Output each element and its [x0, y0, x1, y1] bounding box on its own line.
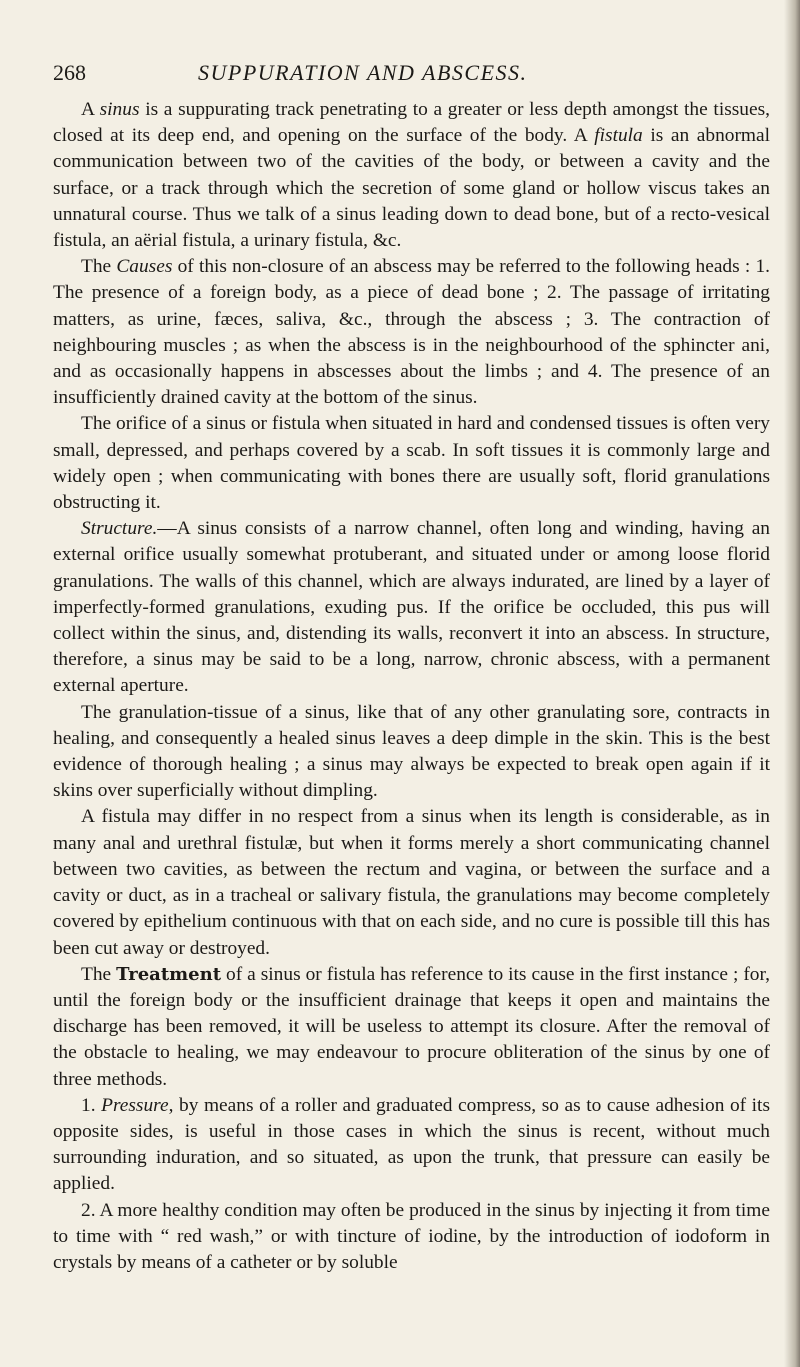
text-run: of this non-closure of an abscess may be referred to the following heads : 1. The presence of a foreign body, as a piece of dead bone ; 2. The passage of irritating matters, as urine, fæces, saliva, &c., through the abscess ; 3. The contraction of neighbouring muscles ; as when the abscess is in the neighbourhood of the sphincter ani, and as occasionally happens in abscesses about the limbs ; and 4. The presence of an insufficiently drained cavity at the bottom of the sinus.	[53, 256, 770, 409]
running-head: SUPPURATION AND ABSCESS.	[198, 60, 528, 85]
text-run: A fistula may differ in no respect from a sinus when its length is considerable, as in many anal and urethral fistulæ, but when it forms merely a short communicating channel between two cavities, as between the rectum and vagina, or between the surface and a cavity or duct, as in a tracheal or salivary fistula, the granulations may become completely covered by epithelium continuous with that on each side, and no cure is possible till this has been cut away or destroyed.	[53, 806, 770, 959]
text-run: of a sinus or fistula has reference to its cause in the first instance ; for, until the foreign body or the insufficient drainage that keeps it open and maintains the discharge has been removed, it will be useless to attempt its closure. After the removal of the obstacle to healing, we may endeavour to procure obliteration of the sinus by one of three methods.	[53, 963, 770, 1090]
text-run: The orifice of a sinus or fistula when situated in hard and condensed tissues is often very small, depressed, and perhaps covered by a scab. In soft tissues it is commonly large and widely open ; when communicating with bones there are usually soft, florid granulations obstructing it.	[53, 413, 770, 514]
text-run: 2. A more healthy condition may often be produced in the sinus by injecting it from time to time with “ red wash,” or with tincture of iodine, by the introduction of iodoform in crystals by means of a catheter or by soluble	[53, 1199, 770, 1273]
text-run: 1.	[81, 1094, 102, 1116]
text-run: The granulation-tissue of a sinus, like that of any other granulating sore, contracts in healing, and consequently a healed sinus leaves a deep dimple in the skin. This is the best evidence of thorough healing ; a sinus may always be expected to break open again if it skins over superficially without dimpling.	[53, 701, 770, 802]
bold-term: Treatment	[116, 963, 222, 985]
paragraph	[53, 1198, 770, 1277]
italic-term: Pressure	[101, 1094, 169, 1116]
paragraph	[53, 962, 770, 1093]
paragraph	[53, 516, 770, 699]
text-run: —A sinus consists of a narrow channel, often long and winding, having an external orifice usually somewhat protuberant, and situated under or among loose florid granulations. The walls of this channel, which are always indurated, are lined by a layer of imperfectly-formed granulations, exuding pus. If the orifice be occluded, this pus will collect within the sinus, and, distending its walls, reconvert it into an abscess. In structure, therefore, a sinus may be said to be a long, narrow, chronic abscess, with a permanent external aperture.	[53, 518, 770, 697]
italic-term: Causes	[116, 256, 173, 278]
paragraph	[53, 804, 770, 961]
text-run: The	[81, 963, 117, 985]
italic-term: sinus	[99, 99, 140, 120]
paragraph	[53, 1093, 770, 1198]
text-run: is a suppurating track penetrating to a greater or less depth amongst the tissues, closed at its deep end, and opening on the surface of the body. A	[53, 99, 770, 147]
italic-term: Structure.	[81, 518, 158, 540]
page-number: 268	[53, 60, 86, 85]
text-run: A	[81, 99, 100, 120]
text-run: , by means of a roller and graduated compress, so as to cause adhesion of its opposite sides, is useful in those cases in which the sinus is recent, without much surrounding induration, and so situated, as upon the trunk, that pressure can easily be applied.	[53, 1094, 770, 1195]
paragraph	[53, 97, 770, 254]
page-header	[53, 60, 770, 90]
text-run: The	[81, 256, 117, 278]
body-text	[53, 97, 770, 1276]
paragraph	[53, 700, 770, 805]
paragraph	[53, 254, 770, 411]
page-edge-shadow	[784, 0, 800, 1367]
paragraph	[53, 411, 770, 516]
italic-term: fistula	[594, 125, 643, 147]
text-run: is an abnormal communication between two of the cavities of the body, or between a cavity and the surface, or a track through which the secretion of some gland or hollow viscus takes an unnatural course. Thus we talk of a sinus leading down to dead bone, but of a recto-vesical fistula, an aërial fistula, a urinary fistula, &c.	[53, 125, 770, 252]
